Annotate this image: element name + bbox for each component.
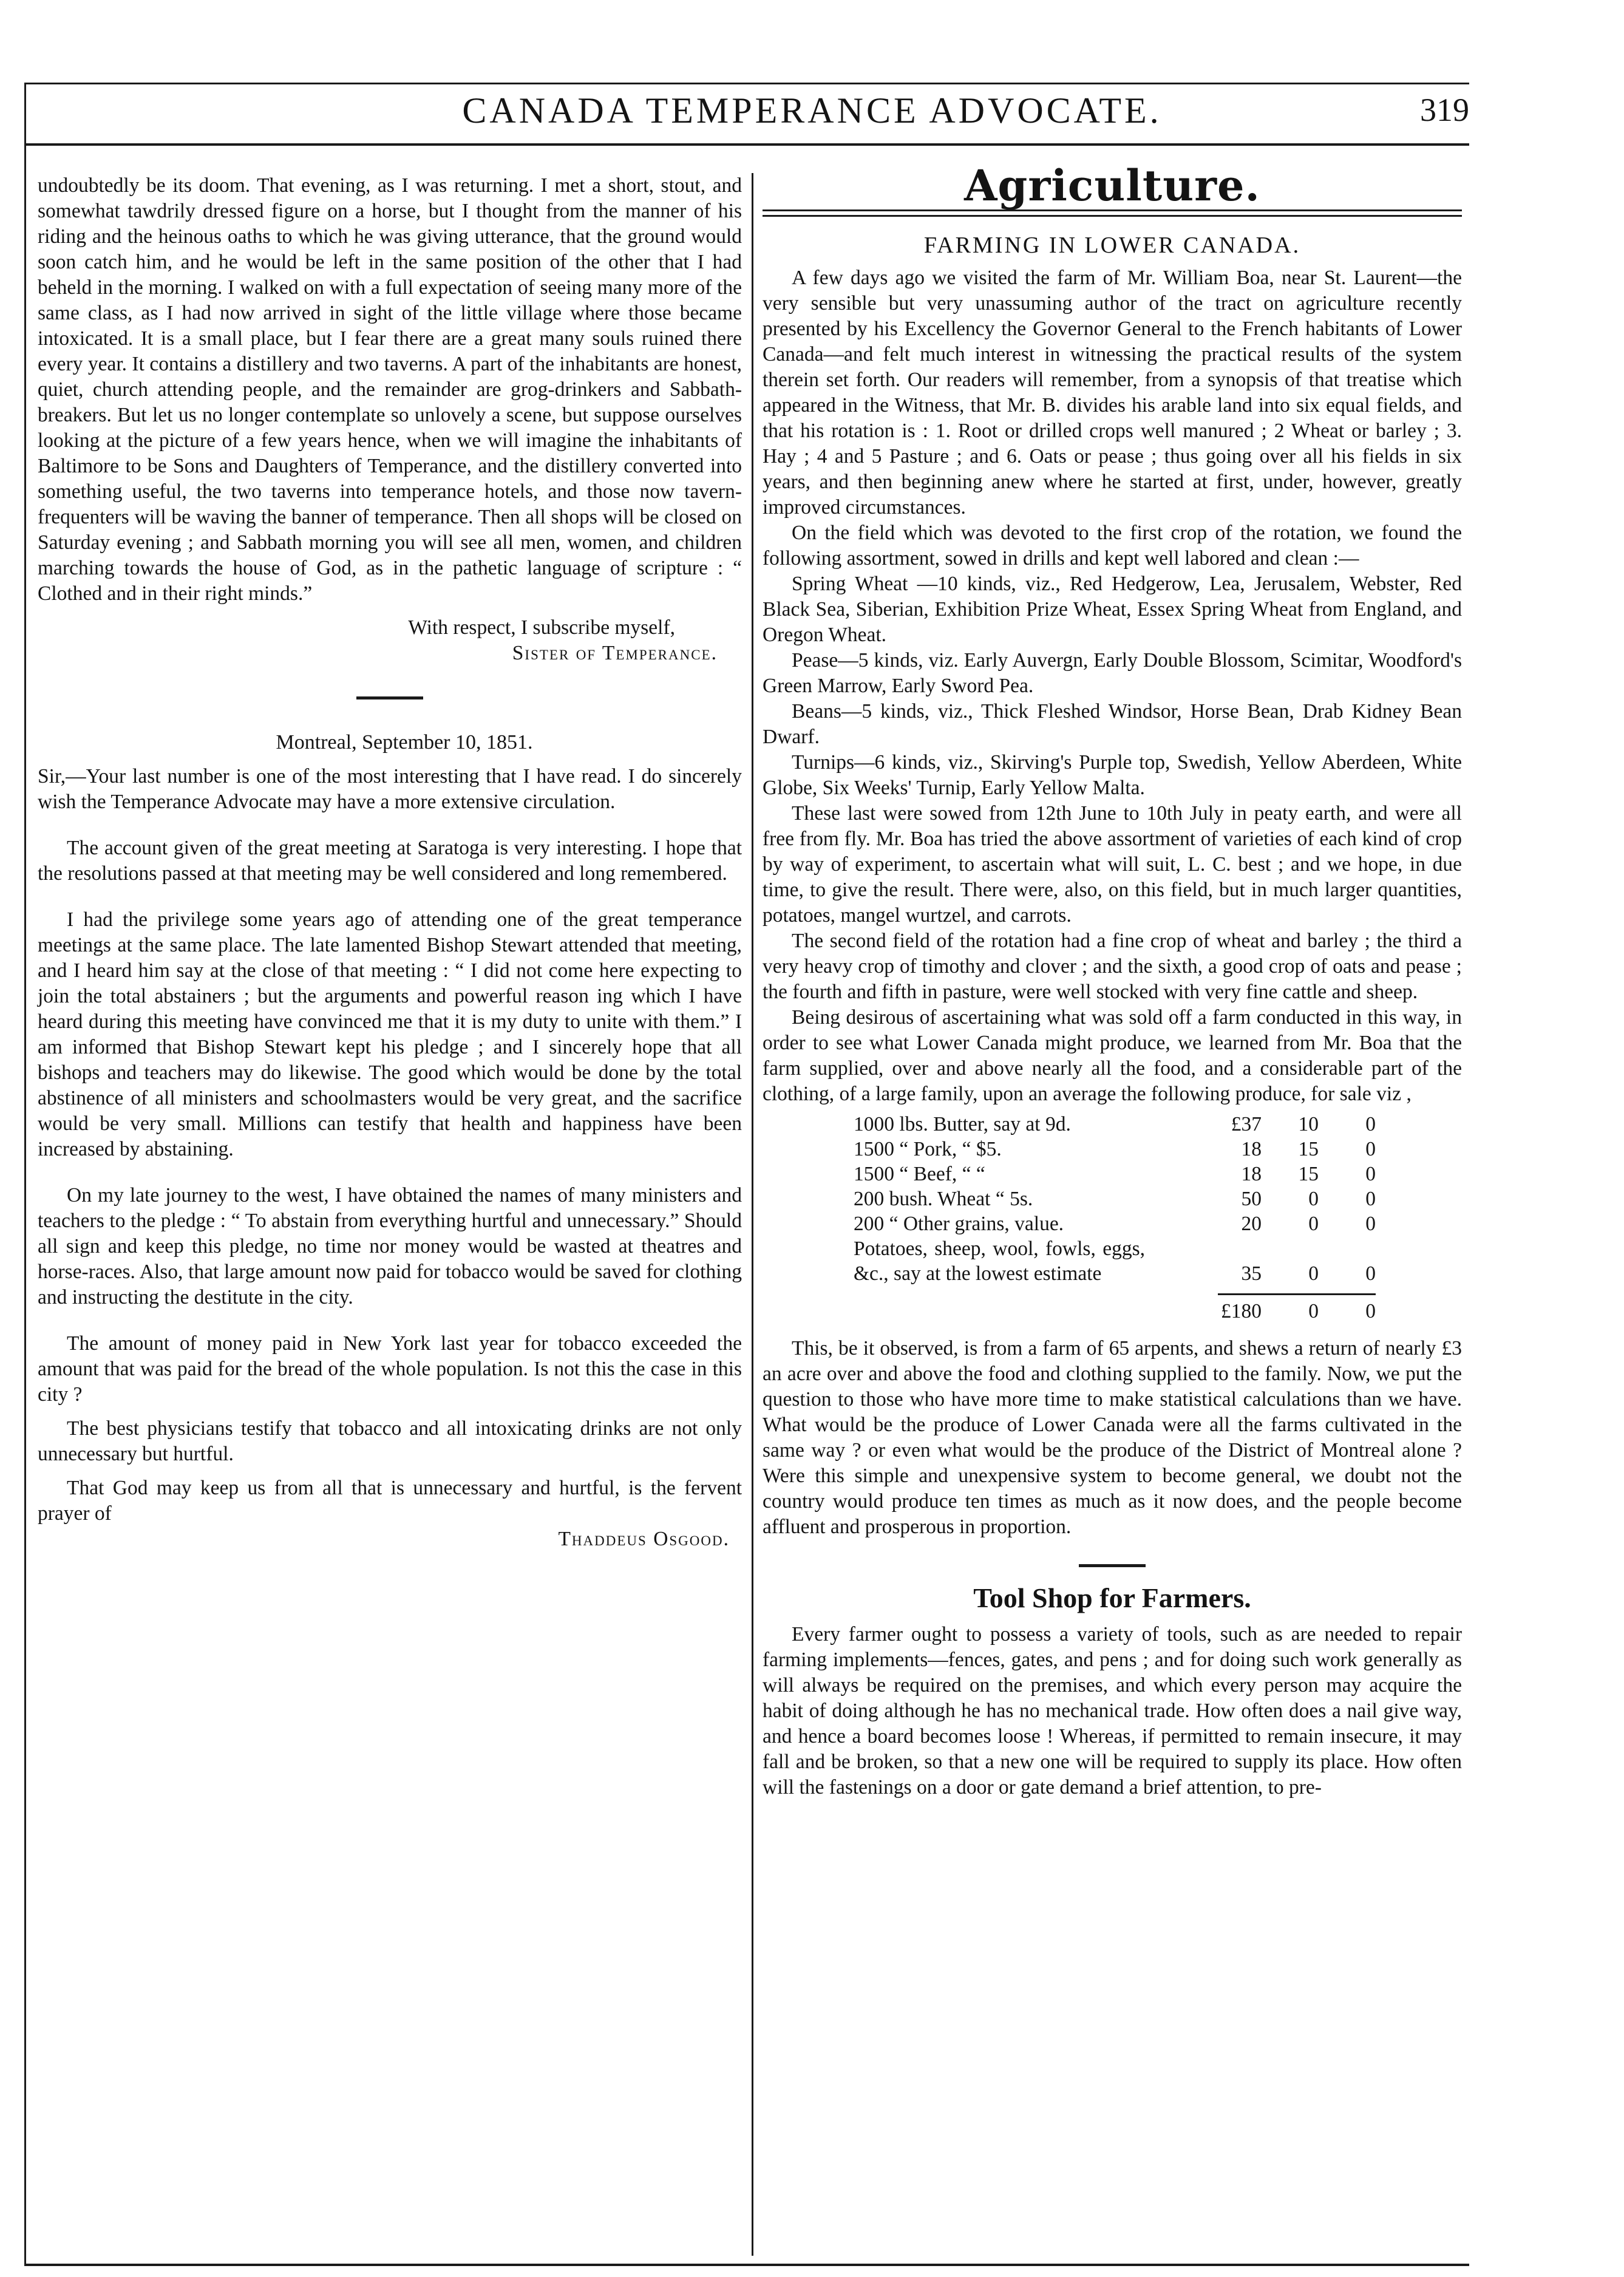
letter-paragraph: The account given of the great meeting at Saratoga is very interesting. I hope that the resolutions passed at that meeting may be well considered and long remembered. <box>38 837 742 885</box>
article-paragraph: Beans—5 kinds, viz., Thick Fleshed Windsor, Horse Bean, Drab Kidney Bean Dwarf. <box>763 700 1462 748</box>
produce-item: 1500 “ Pork, “ $5. <box>854 1138 1002 1160</box>
pence: 0 <box>1365 1113 1376 1135</box>
produce-item: 200 “ Other grains, value. <box>854 1213 1064 1235</box>
pence: 0 <box>1365 1213 1376 1235</box>
section-separator <box>356 696 423 699</box>
shillings: 10 <box>1298 1113 1319 1135</box>
produce-item: Potatoes, sheep, wool, fowls, eggs, &c., say at the lowest estimate <box>854 1237 1145 1285</box>
produce-amount <box>1218 1211 1376 1236</box>
pence: 0 <box>1365 1188 1376 1210</box>
header-bottom-rule <box>24 143 1469 146</box>
produce-row <box>854 1236 1462 1286</box>
tool-shop-title: Tool Shop for Farmers. <box>973 1582 1251 1613</box>
pence: 0 <box>1365 1138 1376 1160</box>
shillings: 0 <box>1308 1262 1319 1285</box>
produce-amount <box>1218 1137 1376 1162</box>
letter-paragraph: I had the privilege some years ago of attending one of the great temperance meetings at the same place. The late lamented Bishop Stewart attended that meeting, and I heard him say at the close of that meeting : “ I did not come here expecting to join the total abstainers ; but the arguments and powerful reason ing which I have heard during this meeting have convinced me that it is my duty to unite with them.” I am informed that Bishop Stewart kept his pledge ; and I sincerely hope that all bishops and teachers may do likewise. The good which would be done by the total abstinence of all ministers and schoolmasters would be very great, and the sacrifice would be very small. Millions can testify that health and happiness have been increased by abstaining. <box>38 908 742 1160</box>
left-column <box>38 173 742 1552</box>
frame-top-rule <box>24 83 1469 84</box>
produce-row <box>854 1211 1462 1236</box>
produce-total-rule <box>1218 1293 1376 1295</box>
pounds: 18 <box>1241 1138 1262 1160</box>
page-number: 319 <box>1420 92 1469 128</box>
produce-total-row <box>854 1299 1462 1324</box>
produce-item: 200 bush. Wheat “ 5s. <box>854 1188 1033 1210</box>
shillings: 15 <box>1298 1163 1319 1185</box>
produce-amount <box>1218 1112 1376 1137</box>
letter-continuation-paragraph: undoubtedly be its doom. That evening, as I was returning. I met a short, stout, and somewhat tawdrily dressed figure on a horse, but I thought from the manner of his riding and the heinous oaths to which he was giving utterance, that the ground would soon catch him, and he would be left in the same position of the other that I had beheld in the morning. I walked on with a full expectation of seeing many more of the same class, as I had now arrived in sight of the little village where those became intoxicated. It is a small place, but I fear there are a great many souls ruined there every year. It contains a distillery and two taverns. A part of the inhabitants are honest, quiet, church attending people, and the remainder are grog-drinkers and Sabbath-breakers. But let us no longer contemplate so unlovely a scene, but suppose ourselves looking at the picture of a few years hence, when we will imagine the inhabitants of Baltimore to be Sons and Daughters of Temperance, and the distillery converted into something useful, the two taverns into temperance hotels, and those now tavern-frequenters will be waving the banner of temperance. Then all shops will be closed on Saturday evening ; and Sabbath morning you will see all men, women, and children marching towards the house of God, as in the pathetic language of scripture : “ Clothed and in their right minds.” <box>38 174 742 605</box>
pounds: 18 <box>1241 1163 1262 1185</box>
article-closing-paragraph: This, be it observed, is from a farm of 65 arpents, and shews a return of nearly £3 an acre over and above the food and clothing supplied to the family. Now, we put the question to those who have more time to make statistical calculations than we have. What would be the produce of Lower Canada were all the farms cultivated in the same way ? or even what would be the produce of the District of Montreal alone ? Were this simple and unexpensive system to become general, we doubt not the country would produce ten times as much as it now does, and the people become affluent and prosperous in proportion. <box>763 1337 1462 1538</box>
pence: 0 <box>1365 1262 1376 1285</box>
produce-row <box>854 1162 1462 1186</box>
letter-paragraph: The best physicians testify that tobacco and all intoxicating drinks are not only unnecessary but hurtful. <box>38 1417 742 1465</box>
frame-left-rule <box>24 83 26 2266</box>
total-shillings: 0 <box>1308 1300 1319 1322</box>
article-paragraph: A few days ago we visited the farm of Mr. William Boa, near St. Laurent—the very sensible but very unassuming author of the tract on agriculture recently presented by his Excellency the Governor General to the French habitants of Lower Canada—and felt much interest in witnessing the practical results of the system therein set forth. Our readers will remember, from a synopsis of that treatise which appeared in the Witness, that Mr. B. divides his arable land into six equal fields, and that his rotation is : 1. Root or drilled crops well manured ; 2 Wheat or barley ; 3. Hay ; 4 and 5 Pasture ; and 6. Oats or pease ; thus going over all his fields in six years, and then beginning anew where he started at first, under, however, greatly improved circumstances. <box>763 267 1462 519</box>
shillings: 0 <box>1308 1188 1319 1210</box>
pounds: 35 <box>1241 1262 1262 1285</box>
letter-paragraph: That God may keep us from all that is unnecessary and hurtful, is the fervent prayer of <box>38 1477 742 1525</box>
right-column <box>763 160 1462 1800</box>
produce-row <box>854 1186 1462 1211</box>
total-pounds: £180 <box>1221 1300 1262 1322</box>
pounds: 20 <box>1241 1213 1262 1235</box>
article-title: FARMING IN LOWER CANADA. <box>923 233 1301 258</box>
produce-total <box>1218 1299 1376 1324</box>
article-paragraph: The second field of the rotation had a fine crop of wheat and barley ; the third a very heavy crop of timothy and clover ; and the sixth, a good crop of oats and pease ; the fourth and fifth in pasture, were well stocked with very fine cattle and sheep. <box>763 930 1462 1003</box>
produce-item: 1500 “ Beef, “ “ <box>854 1163 985 1185</box>
article-paragraph: Turnips—6 kinds, viz., Skirving's Purple top, Swedish, Yellow Aberdeen, White Globe, Six Weeks' Turnip, Early Yellow Malta. <box>763 751 1462 799</box>
produce-item: 1000 lbs. Butter, say at 9d. <box>854 1113 1071 1135</box>
shillings: 0 <box>1308 1213 1319 1235</box>
produce-row <box>854 1112 1462 1137</box>
tool-shop-paragraph: Every farmer ought to possess a variety of tools, such as are needed to repair farming implements—fences, gates, and pens ; and for doing such work generally as will always be required on the premises, and which every person may acquire the habit of doing although he has no mechanical trade. How often does a nail give way, and hence a board becomes loose ! Whereas, if permitted to remain insecure, it may fall and be broken, so that a new one will be required to supply its place. How often will the fastenings on a door or gate demand a brief attention, to pre- <box>763 1623 1462 1799</box>
frame-bottom-rule <box>24 2264 1469 2266</box>
article-paragraph: These last were sowed from 12th June to 10th July in peaty earth, and were all free from fly. Mr. Boa has tried the above assortment of varieties of each kind of crop by way of experiment, to ascertain what will suit, L. C. best ; and we hope, in due time, to give the result. There were, also, on this field, but in much larger quantities, potatoes, mangel wurtzel, and carrots. <box>763 802 1462 927</box>
total-pence: 0 <box>1365 1300 1376 1322</box>
letter-paragraph: On my late journey to the west, I have obtained the names of many ministers and teachers to the pledge : “ To abstain from everything hurtful and unnecessary.” Should all sign and keep this pledge, no time nor money would be wasted at theatres and horse-races. Also, that large amount now paid for tobacco would be saved for clothing and instructing the destitute in the city. <box>38 1184 742 1309</box>
pounds: 50 <box>1241 1188 1262 1210</box>
produce-amount <box>1218 1162 1376 1186</box>
letter-dateline: Montreal, September 10, 1851. <box>276 731 533 754</box>
section-separator <box>1079 1564 1146 1567</box>
column-divider <box>752 173 753 2256</box>
signature-sister-of-temperance: Sister of Temperance. <box>512 642 718 664</box>
produce-amount <box>1218 1261 1376 1286</box>
article-paragraph: Spring Wheat —10 kinds, viz., Red Hedgerow, Lea, Jerusalem, Webster, Red Black Sea, Siberian, Exhibition Prize Wheat, Essex Spring Wheat from England, and Oregon Wheat. <box>763 573 1462 646</box>
article-paragraph: Being desirous of ascertaining what was sold off a farm conducted in this way, in order to see what Lower Canada might produce, we learned from Mr. Boa that the farm supplied, over and above nearly all the food, and a considerable part of the clothing, of a large family, upon an average the following produce, for sale viz , <box>763 1006 1462 1105</box>
article-paragraph: On the field which was devoted to the first crop of the rotation, we found the following assortment, sowed in drills and kept well labored and clean :— <box>763 522 1462 570</box>
signature-thaddeus-osgood: Thaddeus Osgood. <box>558 1528 730 1550</box>
produce-amount <box>1218 1186 1376 1211</box>
letter-paragraph: The amount of money paid in New York last year for tobacco exceeded the amount that was paid for the bread of the whole population. Is not this the case in this city ? <box>38 1332 742 1406</box>
produce-table <box>854 1112 1462 1324</box>
article-paragraph: Pease—5 kinds, viz. Early Auvergn, Early Double Blossom, Scimitar, Woodford's Green Marrow, Early Sword Pea. <box>763 649 1462 697</box>
pence: 0 <box>1365 1163 1376 1185</box>
shillings: 15 <box>1298 1138 1319 1160</box>
masthead-title: CANADA TEMPERANCE ADVOCATE. <box>462 90 1162 131</box>
produce-row <box>854 1137 1462 1162</box>
closing-salutation: With respect, I subscribe myself, <box>408 616 675 639</box>
department-heading: Agriculture. <box>964 160 1260 211</box>
pounds: £37 <box>1231 1113 1262 1135</box>
letter-paragraph: Sir,—Your last number is one of the most interesting that I have read. I do sincerely wish the Temperance Advocate may have a more extensive circulation. <box>38 765 742 813</box>
